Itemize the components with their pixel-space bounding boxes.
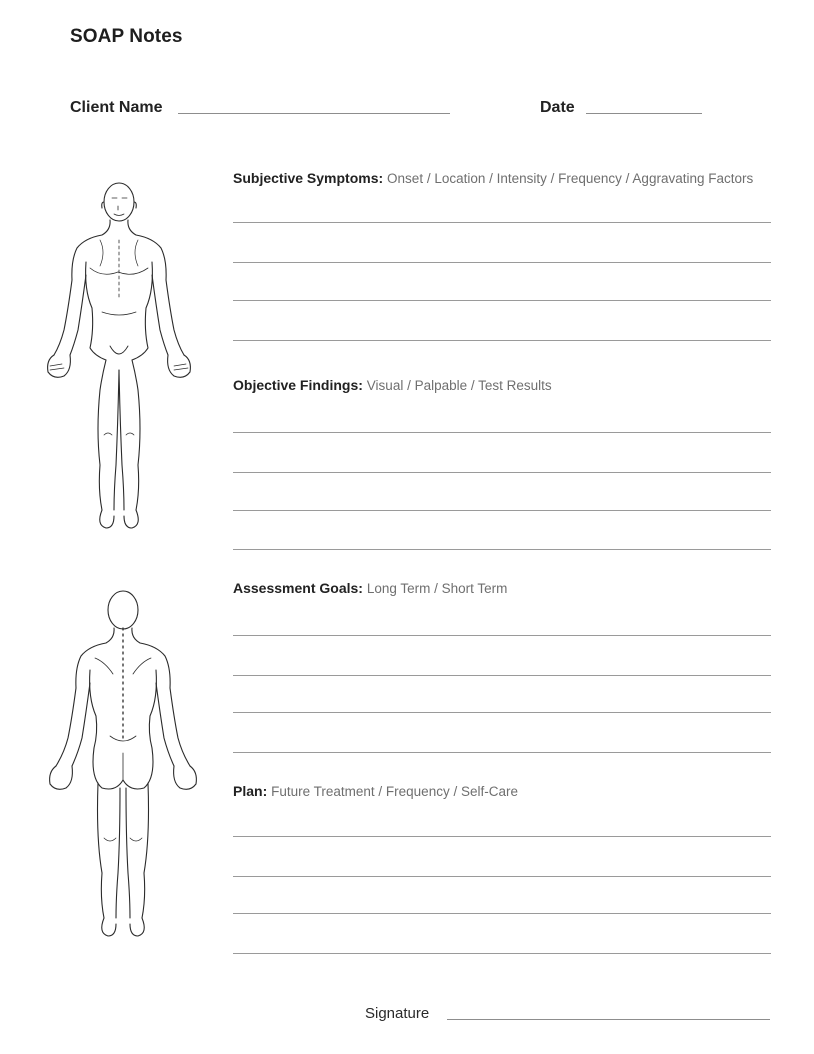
signature-label: Signature xyxy=(365,1005,430,1022)
section-label: Subjective Symptoms: xyxy=(233,170,384,186)
section-heading xyxy=(233,375,771,395)
date-field[interactable] xyxy=(586,113,702,114)
section-label: Plan: xyxy=(233,783,268,799)
note-line[interactable] xyxy=(233,913,771,914)
section-heading xyxy=(233,168,771,188)
note-line[interactable] xyxy=(233,953,771,954)
page-title: SOAP Notes xyxy=(70,26,183,47)
assessment-section xyxy=(233,578,771,758)
section-detail: Long Term / Short Term xyxy=(366,581,508,596)
note-line[interactable] xyxy=(233,876,771,877)
note-line[interactable] xyxy=(233,300,771,301)
client-name-label: Client Name xyxy=(70,99,163,116)
note-line[interactable] xyxy=(233,510,771,511)
section-label: Assessment Goals: xyxy=(233,580,363,596)
note-line[interactable] xyxy=(233,432,771,433)
section-label: Objective Findings: xyxy=(233,377,363,393)
date-label: Date xyxy=(540,99,575,116)
note-line[interactable] xyxy=(233,222,771,223)
objective-section xyxy=(233,375,771,555)
section-detail: Future Treatment / Frequency / Self-Care xyxy=(271,784,518,799)
note-line[interactable] xyxy=(233,262,771,263)
section-detail: Onset / Location / Intensity / Frequency / Aggravating Factors xyxy=(387,171,754,186)
note-line[interactable] xyxy=(233,675,771,676)
body-back-figure xyxy=(40,588,205,943)
signature-field[interactable] xyxy=(447,1019,770,1020)
plan-section xyxy=(233,781,771,961)
note-line[interactable] xyxy=(233,752,771,753)
note-line[interactable] xyxy=(233,549,771,550)
body-front-figure xyxy=(40,180,200,535)
section-heading xyxy=(233,578,771,598)
note-line[interactable] xyxy=(233,712,771,713)
section-detail: Visual / Palpable / Test Results xyxy=(366,378,552,393)
subjective-section xyxy=(233,168,771,348)
section-heading xyxy=(233,781,771,801)
note-line[interactable] xyxy=(233,340,771,341)
note-line[interactable] xyxy=(233,635,771,636)
note-line[interactable] xyxy=(233,836,771,837)
client-name-field[interactable] xyxy=(178,113,450,114)
note-line[interactable] xyxy=(233,472,771,473)
